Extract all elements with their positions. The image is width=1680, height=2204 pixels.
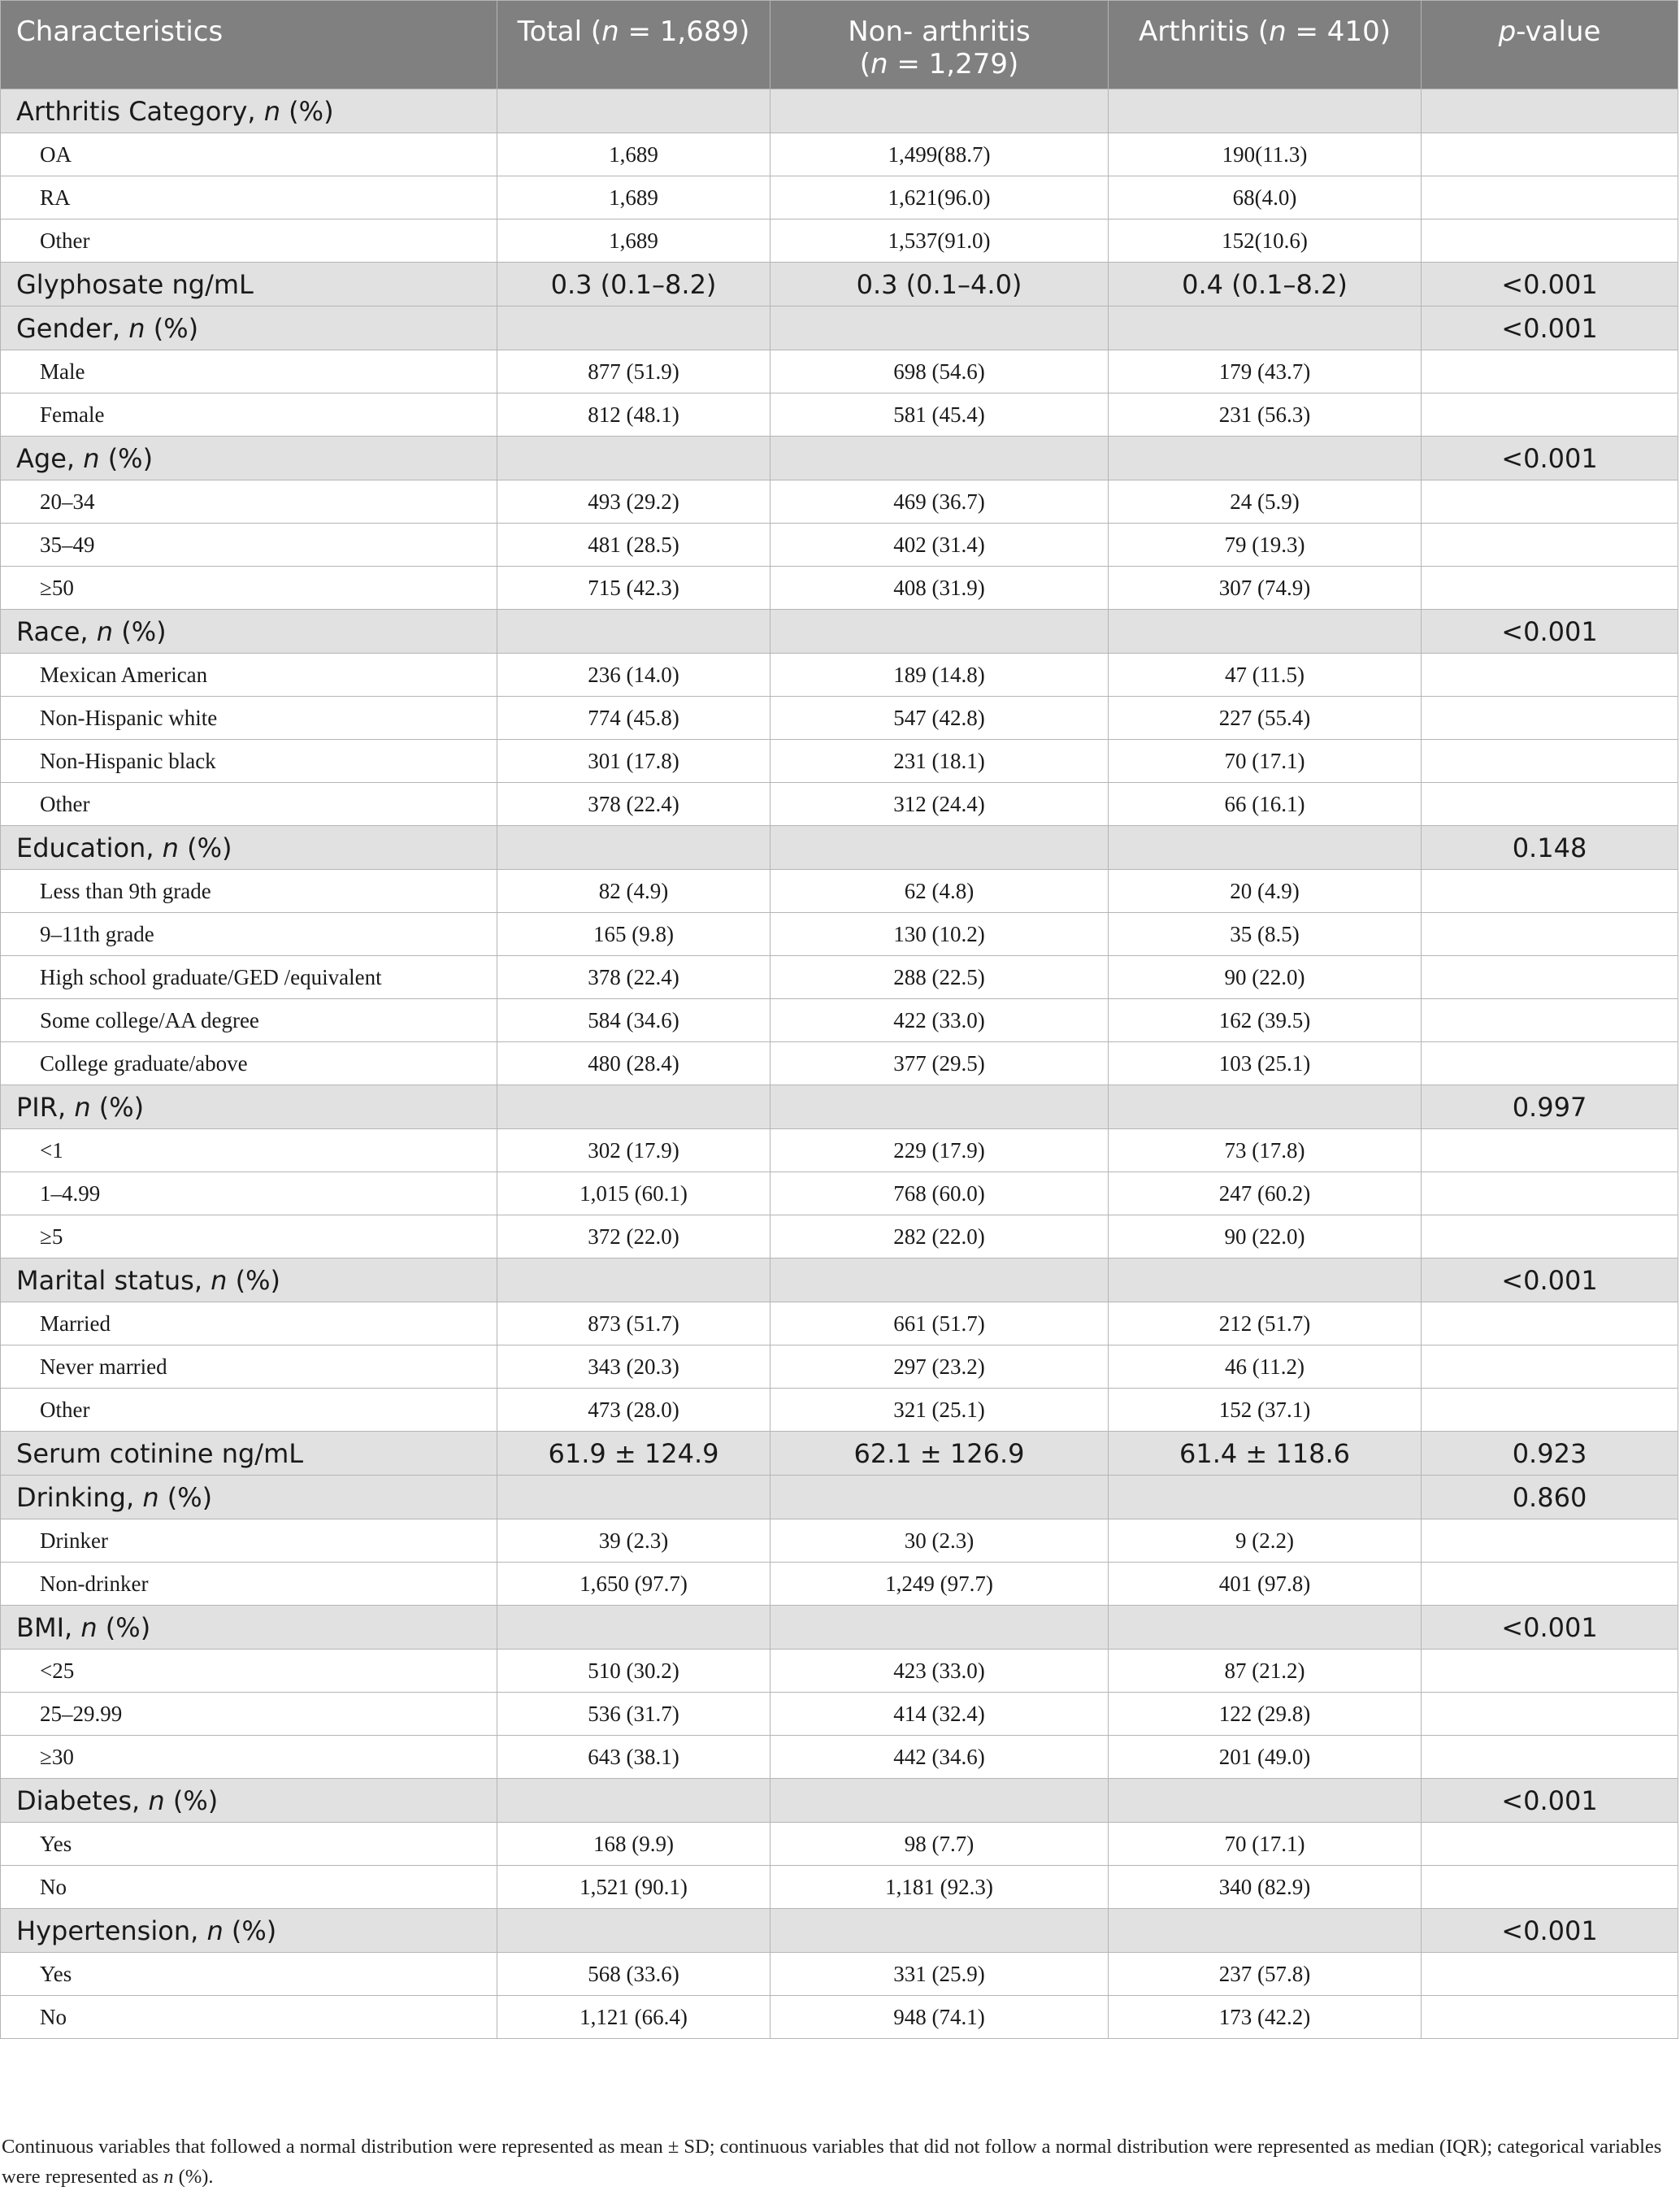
cell-total: 301 (17.8) xyxy=(497,740,771,783)
cell-total: 877 (51.9) xyxy=(497,350,771,393)
cell-non-arthritis xyxy=(771,1606,1109,1650)
header-non-arthritis: Non- arthritis (n = 1,279) xyxy=(771,1,1109,89)
cell-non-arthritis: 130 (10.2) xyxy=(771,913,1109,956)
row-label: 25–29.99 xyxy=(1,1693,497,1736)
row-label: PIR, n (%) xyxy=(1,1085,497,1129)
cell-p-value: <0.001 xyxy=(1422,263,1678,306)
cell-non-arthritis: 581 (45.4) xyxy=(771,393,1109,437)
row-label: RA xyxy=(1,176,497,220)
cell-arthritis: 70 (17.1) xyxy=(1109,740,1422,783)
cell-non-arthritis: 402 (31.4) xyxy=(771,524,1109,567)
row-label: <1 xyxy=(1,1129,497,1172)
cell-p-value xyxy=(1422,567,1678,610)
cell-non-arthritis: 30 (2.3) xyxy=(771,1519,1109,1563)
row-label: <25 xyxy=(1,1650,497,1693)
cell-non-arthritis xyxy=(771,1909,1109,1953)
cell-arthritis: 247 (60.2) xyxy=(1109,1172,1422,1215)
cell-p-value xyxy=(1422,740,1678,783)
cell-non-arthritis: 422 (33.0) xyxy=(771,999,1109,1042)
cell-p-value xyxy=(1422,783,1678,826)
cell-p-value: 0.148 xyxy=(1422,826,1678,870)
cell-arthritis: 231 (56.3) xyxy=(1109,393,1422,437)
cell-arthritis: 70 (17.1) xyxy=(1109,1823,1422,1866)
cell-arthritis xyxy=(1109,1476,1422,1519)
cell-p-value: 0.923 xyxy=(1422,1432,1678,1476)
cell-arthritis: 190(11.3) xyxy=(1109,133,1422,176)
cell-p-value xyxy=(1422,1693,1678,1736)
row-label: Other xyxy=(1,220,497,263)
cell-non-arthritis: 331 (25.9) xyxy=(771,1953,1109,1996)
cell-arthritis xyxy=(1109,1258,1422,1302)
row-label: 1–4.99 xyxy=(1,1172,497,1215)
cell-non-arthritis: 469 (36.7) xyxy=(771,480,1109,524)
row-label: Education, n (%) xyxy=(1,826,497,870)
cell-arthritis: 66 (16.1) xyxy=(1109,783,1422,826)
cell-non-arthritis: 189 (14.8) xyxy=(771,654,1109,697)
cell-arthritis: 68(4.0) xyxy=(1109,176,1422,220)
cell-p-value xyxy=(1422,1172,1678,1215)
cell-p-value xyxy=(1422,1519,1678,1563)
cell-total: 302 (17.9) xyxy=(497,1129,771,1172)
category-row xyxy=(1,1432,1678,1476)
cell-p-value xyxy=(1422,1345,1678,1389)
cell-arthritis xyxy=(1109,1779,1422,1823)
cell-non-arthritis: 1,499(88.7) xyxy=(771,133,1109,176)
row-label: Hypertension, n (%) xyxy=(1,1909,497,1953)
cell-p-value: <0.001 xyxy=(1422,306,1678,350)
cell-arthritis xyxy=(1109,306,1422,350)
cell-non-arthritis: 98 (7.7) xyxy=(771,1823,1109,1866)
cell-total: 715 (42.3) xyxy=(497,567,771,610)
cell-non-arthritis: 377 (29.5) xyxy=(771,1042,1109,1085)
row-label: Arthritis Category, n (%) xyxy=(1,89,497,133)
cell-p-value xyxy=(1422,176,1678,220)
table-row xyxy=(1,913,1678,956)
table-row xyxy=(1,1129,1678,1172)
cell-p-value xyxy=(1422,1215,1678,1258)
row-label: ≥30 xyxy=(1,1736,497,1779)
table-row xyxy=(1,1215,1678,1258)
cell-arthritis xyxy=(1109,1085,1422,1129)
cell-p-value: 0.997 xyxy=(1422,1085,1678,1129)
cell-arthritis xyxy=(1109,89,1422,133)
cell-arthritis: 0.4 (0.1–8.2) xyxy=(1109,263,1422,306)
table-row xyxy=(1,870,1678,913)
cell-total xyxy=(497,1909,771,1953)
cell-arthritis: 227 (55.4) xyxy=(1109,697,1422,740)
table-row xyxy=(1,1866,1678,1909)
cell-arthritis: 237 (57.8) xyxy=(1109,1953,1422,1996)
row-label: ≥50 xyxy=(1,567,497,610)
cell-non-arthritis: 547 (42.8) xyxy=(771,697,1109,740)
cell-arthritis xyxy=(1109,610,1422,654)
header-arthritis: Arthritis (n = 410) xyxy=(1109,1,1422,89)
cell-non-arthritis xyxy=(771,1476,1109,1519)
cell-arthritis: 47 (11.5) xyxy=(1109,654,1422,697)
cell-total xyxy=(497,610,771,654)
row-label: 20–34 xyxy=(1,480,497,524)
category-row xyxy=(1,826,1678,870)
table-row xyxy=(1,524,1678,567)
table-row xyxy=(1,1996,1678,2039)
cell-total: 82 (4.9) xyxy=(497,870,771,913)
header-total: Total (n = 1,689) xyxy=(497,1,771,89)
cell-total: 378 (22.4) xyxy=(497,956,771,999)
table-row xyxy=(1,1042,1678,1085)
cell-p-value xyxy=(1422,1953,1678,1996)
cell-arthritis: 340 (82.9) xyxy=(1109,1866,1422,1909)
category-row xyxy=(1,1476,1678,1519)
cell-total: 536 (31.7) xyxy=(497,1693,771,1736)
cell-p-value xyxy=(1422,89,1678,133)
cell-non-arthritis: 408 (31.9) xyxy=(771,567,1109,610)
cell-non-arthritis xyxy=(771,437,1109,480)
cell-total: 510 (30.2) xyxy=(497,1650,771,1693)
cell-p-value: <0.001 xyxy=(1422,437,1678,480)
row-label: Other xyxy=(1,1389,497,1432)
row-label: BMI, n (%) xyxy=(1,1606,497,1650)
cell-non-arthritis: 0.3 (0.1–4.0) xyxy=(771,263,1109,306)
cell-total: 378 (22.4) xyxy=(497,783,771,826)
cell-non-arthritis: 1,181 (92.3) xyxy=(771,1866,1109,1909)
row-label: Female xyxy=(1,393,497,437)
row-label: Other xyxy=(1,783,497,826)
cell-p-value xyxy=(1422,220,1678,263)
cell-p-value xyxy=(1422,697,1678,740)
category-row xyxy=(1,1779,1678,1823)
cell-total xyxy=(497,306,771,350)
cell-total: 168 (9.9) xyxy=(497,1823,771,1866)
cell-total xyxy=(497,1085,771,1129)
table-row xyxy=(1,1650,1678,1693)
cell-arthritis: 152 (37.1) xyxy=(1109,1389,1422,1432)
header-row xyxy=(1,1,1678,89)
cell-non-arthritis: 423 (33.0) xyxy=(771,1650,1109,1693)
cell-non-arthritis: 229 (17.9) xyxy=(771,1129,1109,1172)
table-row xyxy=(1,1302,1678,1345)
row-label: Non-drinker xyxy=(1,1563,497,1606)
row-label: Non-Hispanic black xyxy=(1,740,497,783)
cell-p-value: <0.001 xyxy=(1422,610,1678,654)
row-label: Married xyxy=(1,1302,497,1345)
category-row xyxy=(1,1085,1678,1129)
table-row xyxy=(1,1172,1678,1215)
cell-total: 1,121 (66.4) xyxy=(497,1996,771,2039)
cell-p-value xyxy=(1422,1996,1678,2039)
cell-p-value xyxy=(1422,913,1678,956)
cell-non-arthritis: 62.1 ± 126.9 xyxy=(771,1432,1109,1476)
cell-total xyxy=(497,1258,771,1302)
cell-non-arthritis xyxy=(771,826,1109,870)
category-row xyxy=(1,89,1678,133)
cell-total: 1,650 (97.7) xyxy=(497,1563,771,1606)
row-label: Male xyxy=(1,350,497,393)
cell-p-value xyxy=(1422,133,1678,176)
cell-non-arthritis: 297 (23.2) xyxy=(771,1345,1109,1389)
cell-non-arthritis: 321 (25.1) xyxy=(771,1389,1109,1432)
cell-p-value: <0.001 xyxy=(1422,1779,1678,1823)
table-row xyxy=(1,1563,1678,1606)
cell-p-value xyxy=(1422,1389,1678,1432)
cell-total: 1,689 xyxy=(497,176,771,220)
cell-arthritis: 35 (8.5) xyxy=(1109,913,1422,956)
cell-arthritis: 179 (43.7) xyxy=(1109,350,1422,393)
cell-total xyxy=(497,826,771,870)
cell-total: 343 (20.3) xyxy=(497,1345,771,1389)
row-label: No xyxy=(1,1866,497,1909)
row-label: Marital status, n (%) xyxy=(1,1258,497,1302)
table-row xyxy=(1,999,1678,1042)
row-label: Gender, n (%) xyxy=(1,306,497,350)
cell-non-arthritis xyxy=(771,1258,1109,1302)
cell-p-value: 0.860 xyxy=(1422,1476,1678,1519)
row-label: 35–49 xyxy=(1,524,497,567)
cell-arthritis xyxy=(1109,1909,1422,1953)
cell-arthritis: 87 (21.2) xyxy=(1109,1650,1422,1693)
table-row xyxy=(1,783,1678,826)
cell-arthritis: 122 (29.8) xyxy=(1109,1693,1422,1736)
cell-total: 480 (28.4) xyxy=(497,1042,771,1085)
table-row xyxy=(1,480,1678,524)
row-label: Yes xyxy=(1,1953,497,1996)
cell-total: 1,689 xyxy=(497,133,771,176)
category-row xyxy=(1,1258,1678,1302)
row-label: Non-Hispanic white xyxy=(1,697,497,740)
category-row xyxy=(1,610,1678,654)
cell-p-value xyxy=(1422,393,1678,437)
row-label: OA xyxy=(1,133,497,176)
cell-total: 643 (38.1) xyxy=(497,1736,771,1779)
cell-p-value xyxy=(1422,1736,1678,1779)
cell-p-value: <0.001 xyxy=(1422,1606,1678,1650)
cell-p-value xyxy=(1422,1129,1678,1172)
cell-non-arthritis: 661 (51.7) xyxy=(771,1302,1109,1345)
cell-p-value xyxy=(1422,654,1678,697)
cell-non-arthritis: 288 (22.5) xyxy=(771,956,1109,999)
cell-arthritis: 73 (17.8) xyxy=(1109,1129,1422,1172)
cell-p-value: <0.001 xyxy=(1422,1909,1678,1953)
row-label: ≥5 xyxy=(1,1215,497,1258)
cell-non-arthritis: 698 (54.6) xyxy=(771,350,1109,393)
cell-p-value xyxy=(1422,1042,1678,1085)
cell-arthritis: 9 (2.2) xyxy=(1109,1519,1422,1563)
cell-total: 1,015 (60.1) xyxy=(497,1172,771,1215)
row-label: Less than 9th grade xyxy=(1,870,497,913)
table-row xyxy=(1,1345,1678,1389)
row-label: Never married xyxy=(1,1345,497,1389)
cell-p-value xyxy=(1422,1866,1678,1909)
cell-arthritis xyxy=(1109,1606,1422,1650)
cell-non-arthritis: 312 (24.4) xyxy=(771,783,1109,826)
cell-total: 372 (22.0) xyxy=(497,1215,771,1258)
cell-non-arthritis xyxy=(771,1085,1109,1129)
cell-arthritis: 401 (97.8) xyxy=(1109,1563,1422,1606)
cell-total: 481 (28.5) xyxy=(497,524,771,567)
cell-total xyxy=(497,1606,771,1650)
cell-total: 873 (51.7) xyxy=(497,1302,771,1345)
header-p-value: p-value xyxy=(1422,1,1678,89)
row-label: Drinking, n (%) xyxy=(1,1476,497,1519)
category-row xyxy=(1,306,1678,350)
table-row xyxy=(1,176,1678,220)
row-label: Yes xyxy=(1,1823,497,1866)
cell-arthritis: 79 (19.3) xyxy=(1109,524,1422,567)
table-row xyxy=(1,1823,1678,1866)
cell-total: 236 (14.0) xyxy=(497,654,771,697)
cell-total: 165 (9.8) xyxy=(497,913,771,956)
cell-p-value xyxy=(1422,999,1678,1042)
cell-arthritis: 173 (42.2) xyxy=(1109,1996,1422,2039)
cell-arthritis xyxy=(1109,826,1422,870)
table-row xyxy=(1,1389,1678,1432)
cell-p-value: <0.001 xyxy=(1422,1258,1678,1302)
row-label: Serum cotinine ng/mL xyxy=(1,1432,497,1476)
cell-non-arthritis: 442 (34.6) xyxy=(771,1736,1109,1779)
row-label: Glyphosate ng/mL xyxy=(1,263,497,306)
cell-non-arthritis: 414 (32.4) xyxy=(771,1693,1109,1736)
cell-non-arthritis xyxy=(771,610,1109,654)
cell-p-value xyxy=(1422,1650,1678,1693)
category-row xyxy=(1,1909,1678,1953)
cell-p-value xyxy=(1422,480,1678,524)
category-row xyxy=(1,263,1678,306)
cell-total xyxy=(497,1779,771,1823)
cell-non-arthritis xyxy=(771,1779,1109,1823)
cell-arthritis: 20 (4.9) xyxy=(1109,870,1422,913)
cell-p-value xyxy=(1422,524,1678,567)
row-label: Race, n (%) xyxy=(1,610,497,654)
cell-total: 473 (28.0) xyxy=(497,1389,771,1432)
table-row xyxy=(1,350,1678,393)
table-row xyxy=(1,740,1678,783)
row-label: Diabetes, n (%) xyxy=(1,1779,497,1823)
table-row xyxy=(1,133,1678,176)
row-label: 9–11th grade xyxy=(1,913,497,956)
cell-arthritis: 103 (25.1) xyxy=(1109,1042,1422,1085)
cell-non-arthritis: 1,249 (97.7) xyxy=(771,1563,1109,1606)
cell-p-value xyxy=(1422,1302,1678,1345)
cell-non-arthritis xyxy=(771,89,1109,133)
cell-arthritis xyxy=(1109,437,1422,480)
cell-arthritis: 46 (11.2) xyxy=(1109,1345,1422,1389)
cell-total: 493 (29.2) xyxy=(497,480,771,524)
cell-non-arthritis xyxy=(771,306,1109,350)
cell-non-arthritis: 62 (4.8) xyxy=(771,870,1109,913)
cell-arthritis: 152(10.6) xyxy=(1109,220,1422,263)
cell-total xyxy=(497,89,771,133)
cell-arthritis: 162 (39.5) xyxy=(1109,999,1422,1042)
cell-total: 39 (2.3) xyxy=(497,1519,771,1563)
row-label: No xyxy=(1,1996,497,2039)
cell-arthritis: 90 (22.0) xyxy=(1109,956,1422,999)
row-label: College graduate/above xyxy=(1,1042,497,1085)
cell-total: 774 (45.8) xyxy=(497,697,771,740)
table-footnote: Continuous variables that followed a normal distribution were represented as mean ± SD; continuous variables that did not follow a normal distribution were represented as median (IQR); categorical variables were represented as n (%). xyxy=(2,2136,1662,2188)
header-characteristics: Characteristics xyxy=(1,1,497,89)
cell-total: 568 (33.6) xyxy=(497,1953,771,1996)
row-label: Mexican American xyxy=(1,654,497,697)
cell-non-arthritis: 282 (22.0) xyxy=(771,1215,1109,1258)
cell-total: 1,689 xyxy=(497,220,771,263)
row-label: High school graduate/GED /equivalent xyxy=(1,956,497,999)
cell-total xyxy=(497,1476,771,1519)
cell-total: 812 (48.1) xyxy=(497,393,771,437)
table-row xyxy=(1,220,1678,263)
cell-arthritis: 90 (22.0) xyxy=(1109,1215,1422,1258)
cell-total: 61.9 ± 124.9 xyxy=(497,1432,771,1476)
table-row xyxy=(1,393,1678,437)
cell-p-value xyxy=(1422,870,1678,913)
cell-p-value xyxy=(1422,350,1678,393)
row-label: Age, n (%) xyxy=(1,437,497,480)
cell-total xyxy=(497,437,771,480)
cell-total: 1,521 (90.1) xyxy=(497,1866,771,1909)
cell-arthritis: 61.4 ± 118.6 xyxy=(1109,1432,1422,1476)
table-row xyxy=(1,697,1678,740)
cell-non-arthritis: 1,537(91.0) xyxy=(771,220,1109,263)
row-label: Some college/AA degree xyxy=(1,999,497,1042)
category-row xyxy=(1,1606,1678,1650)
cell-total: 0.3 (0.1–8.2) xyxy=(497,263,771,306)
table-row xyxy=(1,1693,1678,1736)
cell-total: 584 (34.6) xyxy=(497,999,771,1042)
cell-arthritis: 201 (49.0) xyxy=(1109,1736,1422,1779)
cell-arthritis: 212 (51.7) xyxy=(1109,1302,1422,1345)
cell-p-value xyxy=(1422,956,1678,999)
table-row xyxy=(1,654,1678,697)
cell-arthritis: 24 (5.9) xyxy=(1109,480,1422,524)
cell-non-arthritis: 948 (74.1) xyxy=(771,1996,1109,2039)
cell-p-value xyxy=(1422,1823,1678,1866)
cell-arthritis: 307 (74.9) xyxy=(1109,567,1422,610)
table-row xyxy=(1,567,1678,610)
cell-non-arthritis: 768 (60.0) xyxy=(771,1172,1109,1215)
cell-non-arthritis: 1,621(96.0) xyxy=(771,176,1109,220)
cell-p-value xyxy=(1422,1563,1678,1606)
table-row xyxy=(1,1736,1678,1779)
row-label: Drinker xyxy=(1,1519,497,1563)
cell-non-arthritis: 231 (18.1) xyxy=(771,740,1109,783)
table-row xyxy=(1,1519,1678,1563)
table-row xyxy=(1,1953,1678,1996)
table-row xyxy=(1,956,1678,999)
category-row xyxy=(1,437,1678,480)
